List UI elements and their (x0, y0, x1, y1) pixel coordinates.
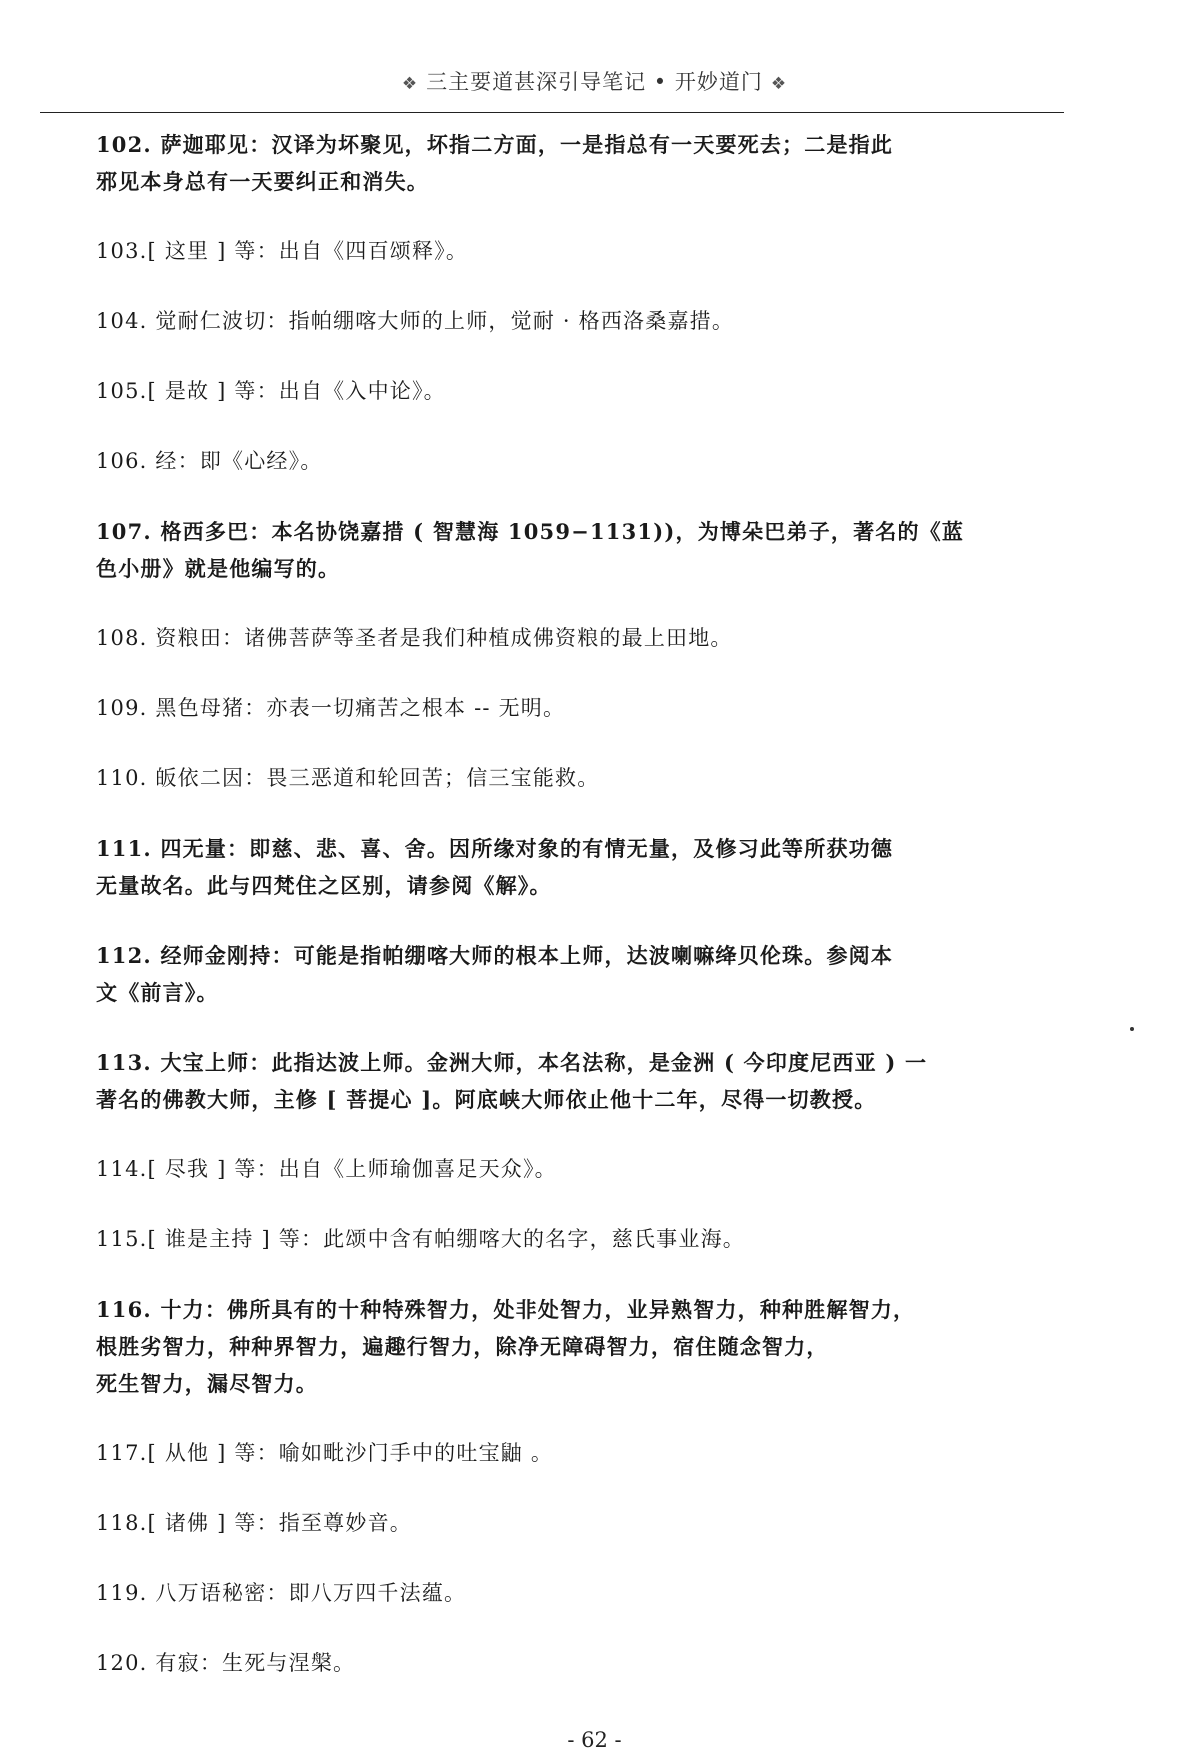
note-line: 116. 十力：佛所具有的十种特殊智力，处非处智力，业异熟智力，种种胜解智力， (96, 1297, 916, 1322)
note-item (96, 620, 976, 657)
note-line: 112. 经师金刚持：可能是指帕绷喀大师的根本上师，达波喇嘛绛贝伦珠。参阅本 (96, 943, 894, 968)
note-line: 106. 经：即《心经》。 (96, 449, 323, 473)
note-line: 105.[ 是故 ] 等：出自《入中论》。 (96, 379, 446, 403)
note-line: 根胜劣智力，种种界智力，遍趣行智力，除净无障碍智力，宿住随念智力， (96, 1334, 829, 1359)
ornament-left-icon: ❖ (401, 74, 419, 94)
note-line: 119. 八万语秘密：即八万四千法蕴。 (96, 1581, 467, 1605)
note-item (96, 1505, 976, 1542)
note-line: 107. 格西多巴：本名协饶嘉措 ( 智慧海 1059−1131))，为博朵巴弟子，著名的《蓝 (96, 519, 965, 544)
note-item (96, 1645, 976, 1682)
note-item (96, 233, 976, 270)
note-line: 102. 萨迦耶见：汉译为坏聚见，坏指二方面，一是指总有一天要死去；二是指此 (96, 132, 894, 157)
header-rule (40, 112, 1064, 113)
header-title: 三主要道甚深引导笔记 • 开妙道门 (426, 70, 763, 94)
note-line: 108. 资粮田：诸佛菩萨等圣者是我们种植成佛资粮的最上田地。 (96, 626, 733, 650)
note-line: 103.[ 这里 ] 等：出自《四百颂释》。 (96, 239, 469, 263)
note-item (96, 937, 976, 1011)
note-item (96, 303, 976, 340)
note-line: 120. 有寂：生死与涅槃。 (96, 1651, 356, 1675)
endnotes-list (96, 126, 976, 1682)
note-line: 109. 黑色母猪：亦表一切痛苦之根本 -- 无明。 (96, 696, 566, 720)
note-item (96, 1575, 976, 1612)
note-item (96, 1044, 976, 1118)
note-line: 114.[ 尽我 ] 等：出自《上师瑜伽喜足天众》。 (96, 1157, 557, 1181)
note-item (96, 830, 976, 904)
note-line: 著名的佛教大师，主修 [ 菩提心 ]。阿底峡大师依止他十二年，尽得一切教授。 (96, 1087, 877, 1112)
note-line: 104. 觉耐仁波切：指帕绷喀大师的上师，觉耐 · 格西洛桑嘉措。 (96, 309, 735, 333)
note-line: 文《前言》。 (96, 980, 219, 1005)
note-item (96, 513, 976, 587)
note-item (96, 1151, 976, 1188)
running-header (0, 66, 1189, 96)
note-line: 118.[ 诸佛 ] 等：指至尊妙音。 (96, 1511, 412, 1535)
note-item (96, 760, 976, 797)
note-line: 110. 皈依二因：畏三恶道和轮回苦；信三宝能救。 (96, 766, 600, 790)
note-item (96, 690, 976, 727)
note-item (96, 443, 976, 480)
note-item (96, 1435, 976, 1472)
note-line: 死生智力，漏尽智力。 (96, 1371, 318, 1396)
stray-dot (1130, 1027, 1134, 1031)
note-item (96, 1221, 976, 1258)
note-line: 无量故名。此与四梵住之区别，请参阅《解》。 (96, 873, 552, 898)
note-line: 115.[ 谁是主持 ] 等：此颂中含有帕绷喀大的名字，慈氏事业海。 (96, 1227, 745, 1251)
note-item (96, 373, 976, 410)
ornament-right-icon: ❖ (770, 74, 788, 94)
note-line: 117.[ 从他 ] 等：喻如毗沙门手中的吐宝鼬 。 (96, 1441, 554, 1465)
note-item (96, 126, 976, 200)
page-number: - 62 - (567, 1728, 622, 1752)
note-line: 113. 大宝上师：此指达波上师。金洲大师，本名法称，是金洲 ( 今印度尼西亚 ) 一 (96, 1050, 928, 1075)
note-item (96, 1291, 976, 1402)
note-line: 邪见本身总有一天要纠正和消失。 (96, 169, 429, 194)
note-line: 色小册》就是他编写的。 (96, 556, 341, 581)
note-line: 111. 四无量：即慈、悲、喜、舍。因所缘对象的有情无量，及修习此等所获功德 (96, 836, 894, 861)
